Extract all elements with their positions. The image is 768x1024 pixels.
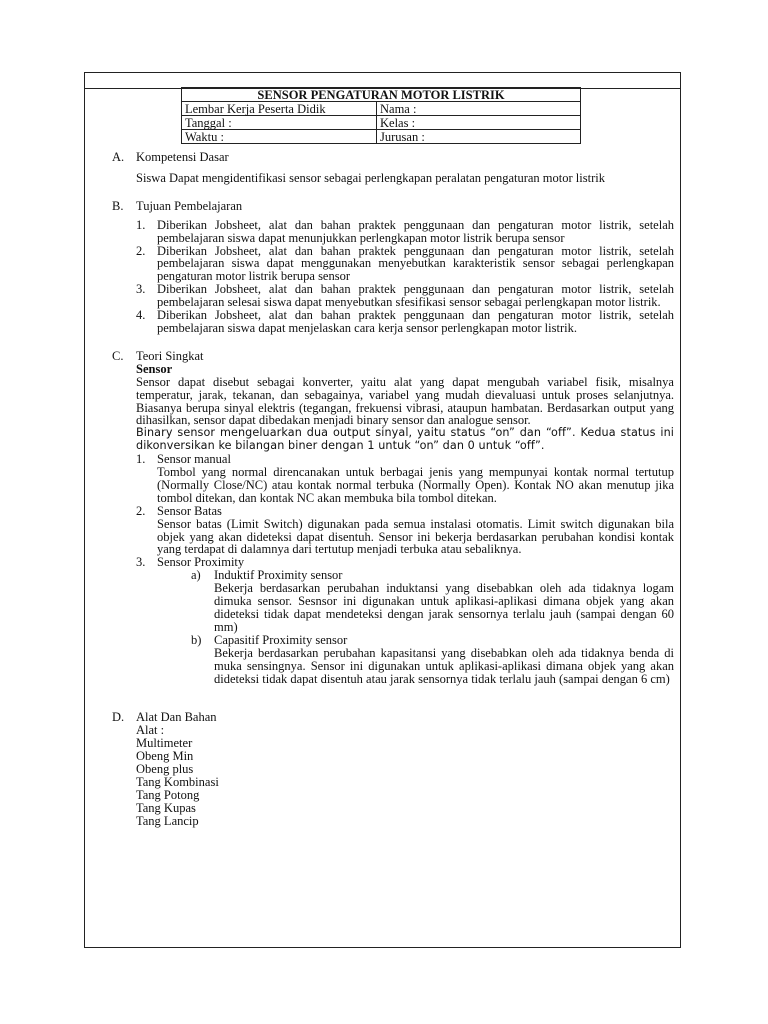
section-marker: D. [112,710,125,725]
document-title: SENSOR PENGATURAN MOTOR LISTRIK [182,88,581,102]
tool-item: Tang Potong [136,787,200,802]
tool-item: Obeng Min [136,749,194,764]
header-cell: Nama : [377,102,581,116]
header-cell: Lembar Kerja Peserta Didik [182,102,377,116]
tool-item: Multimeter [136,736,193,751]
section-d [112,711,674,827]
section-title: Teori Singkat [136,348,204,363]
list-item: 2. Sensor Batas Sensor batas (Limit Switch) digunakan pada semua instalasi otomatis. Limit switch digunakan bila objek yang akan dideteksi dapat disentuh. Sensor ini bekerja berdasarkan perubahan kondisi kontak yang terdapat di dalamnya dari tertutup menjadi terbuka atau sebaliknya. [136,503,674,557]
section-text: Siswa Dapat mengidentifikasi sensor sebagai perlengkapan peralatan pengaturan motor listrik [136,170,605,185]
list-item: b) Capasitif Proximity sensor Bekerja berdasarkan perubahan kapasitansi yang disebabkan oleh ada tidaknya benda di muka sensingnya. Sensor ini digunakan untuk aplikasi-aplikasi dimana objek yang akan dideteksi tidak dapat disentuh atau jarak sensornya tidak terlalu jauh (sampai dengan 6 cm) [191,632,674,686]
header-table [181,87,581,144]
proximity-list [112,569,674,685]
section-c [112,350,674,453]
list-item: a) Induktif Proximity sensor Bekerja berdasarkan perubahan induktansi yang disebabkan oleh ada tidaknya logam dimuka sensor. Sesnsor ini digunakan untuk aplikasi-aplikasi dimana objek yang akan dideteksi tidak dapat mendeteksi dengan jarak sensornya terlalu jauh (sampai dengan 60 mm) [191,568,674,634]
header-cell: Kelas : [377,116,581,130]
tool-item: Obeng plus [136,762,194,777]
list-item: 1. Sensor manual Tombol yang normal direncanakan untuk berbagai jenis yang mempunyai kontak normal tertutup (Normally Close/NC) atau kontak normal terbuka (Normally Open). Kontak NO akan menutup jika tombol ditekan, dan kontak NC akan membuka bila tombol ditekan. [136,452,674,505]
section-a [112,151,674,185]
section-title: Tujuan Pembelajaran [136,198,243,213]
section-marker: B. [112,198,124,213]
list-item: 3. Diberikan Jobsheet, alat dan bahan praktek penggunaan dan pengaturan motor listrik, setelah pembelajaran selesai siswa dapat menyebutkan sfesifikasi sensor sebagai perlengkapan motor listrik. [136,282,674,310]
section-marker: C. [112,348,124,363]
header-cell: Jurusan : [377,130,581,144]
tool-item: Tang Kupas [136,800,196,815]
tool-item: Tang Kombinasi [136,774,219,789]
section-title: Kompetensi Dasar [136,150,229,164]
section-b [112,200,674,213]
section-subtitle: Sensor [136,361,173,376]
list-item: 4. Diberikan Jobsheet, alat dan bahan praktek penggunaan dan pengaturan motor listrik, setelah pembelajaran siswa dapat menjelaskan cara kerja sensor perlengkapan motor listrik. [136,308,674,335]
tool-item: Tang Lancip [136,813,199,828]
header-cell: Waktu : [182,130,377,144]
list-item: 3. Sensor Proximity [136,555,245,570]
paragraph: Sensor dapat disebut sebagai konverter, yaitu alat yang dapat mengubah variabel fisik, misalnya temperatur, jarak, tekanan, dan sebagainya, variabel yang mudah dievaluasi untuk proses selanjutnya. Biasanya berupa sinyal elektris (tegangan, frekuensi vibrasi, ataupun hambatan. Berdasarkan output yang dihasilkan, sensor dapat dibedakan menjadi binary sensor dan analogue sensor. [136,374,674,428]
paragraph: Binary sensor mengeluarkan dua output sinyal, yaitu status “on” dan “off”. Kedua status ini dikonversikan ke bilangan biner dengan 1 untuk “on” dan 0 untuk “off”. [136,426,674,453]
header-cell: Tanggal : [182,116,377,130]
section-marker: A. [112,150,125,164]
list-item: 2. Diberikan Jobsheet, alat dan bahan praktek penggunaan dan pengaturan motor listrik, setelah pembelajaran siswa dapat menggunakan menyebutkan karakteristik sensor sebagai perlengkapan pengaturan motor listrik berupa sensor [136,243,674,284]
document-body [112,151,674,828]
objectives-list [112,219,674,335]
list-item: 1. Diberikan Jobsheet, alat dan bahan praktek penggunaan dan pengaturan motor listrik, setelah pembelajaran siswa dapat menunjukkan perlengkapan motor listrik berupa sensor [136,217,674,245]
sensor-list [112,453,674,569]
tools-label: Alat : [136,723,165,738]
section-title: Alat Dan Bahan [136,710,217,725]
